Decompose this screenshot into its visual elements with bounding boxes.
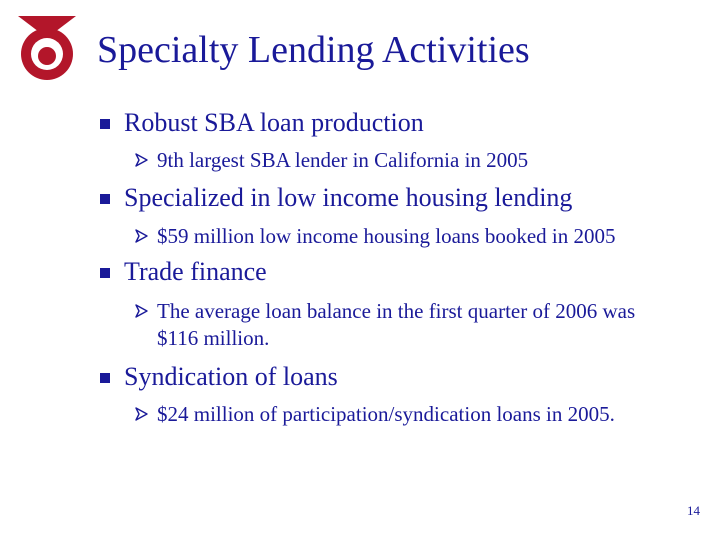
bullet-text: Specialized in low income housing lending bbox=[124, 183, 573, 212]
arrowhead-bullet-icon bbox=[134, 407, 148, 421]
sub-bullet-text: 9th largest SBA lender in California in 2005 bbox=[157, 148, 529, 172]
page-number: 14 bbox=[687, 503, 700, 518]
arrowhead-bullet-icon bbox=[134, 153, 148, 167]
sub-bullet-text: $24 million of participation/syndication loans in 2005. bbox=[157, 402, 615, 426]
arrowhead-bullet-icon bbox=[134, 304, 148, 318]
sub-bullet-text: $59 million low income housing loans booked in 2005 bbox=[157, 224, 616, 248]
bullet-text: Trade finance bbox=[124, 257, 267, 286]
square-bullet-icon bbox=[100, 194, 110, 204]
bullet-text: Syndication of loans bbox=[124, 362, 338, 391]
square-bullet-icon bbox=[100, 268, 110, 278]
slide-title: Specialty Lending Activities bbox=[97, 29, 530, 71]
arrowhead-bullet-icon bbox=[134, 229, 148, 243]
square-bullet-icon bbox=[100, 373, 110, 383]
sub-bullet-text: The average loan balance in the first quarter of 2006 was $116 million. bbox=[157, 299, 636, 350]
bullet-text: Robust SBA loan production bbox=[124, 108, 424, 137]
square-bullet-icon bbox=[100, 119, 110, 129]
